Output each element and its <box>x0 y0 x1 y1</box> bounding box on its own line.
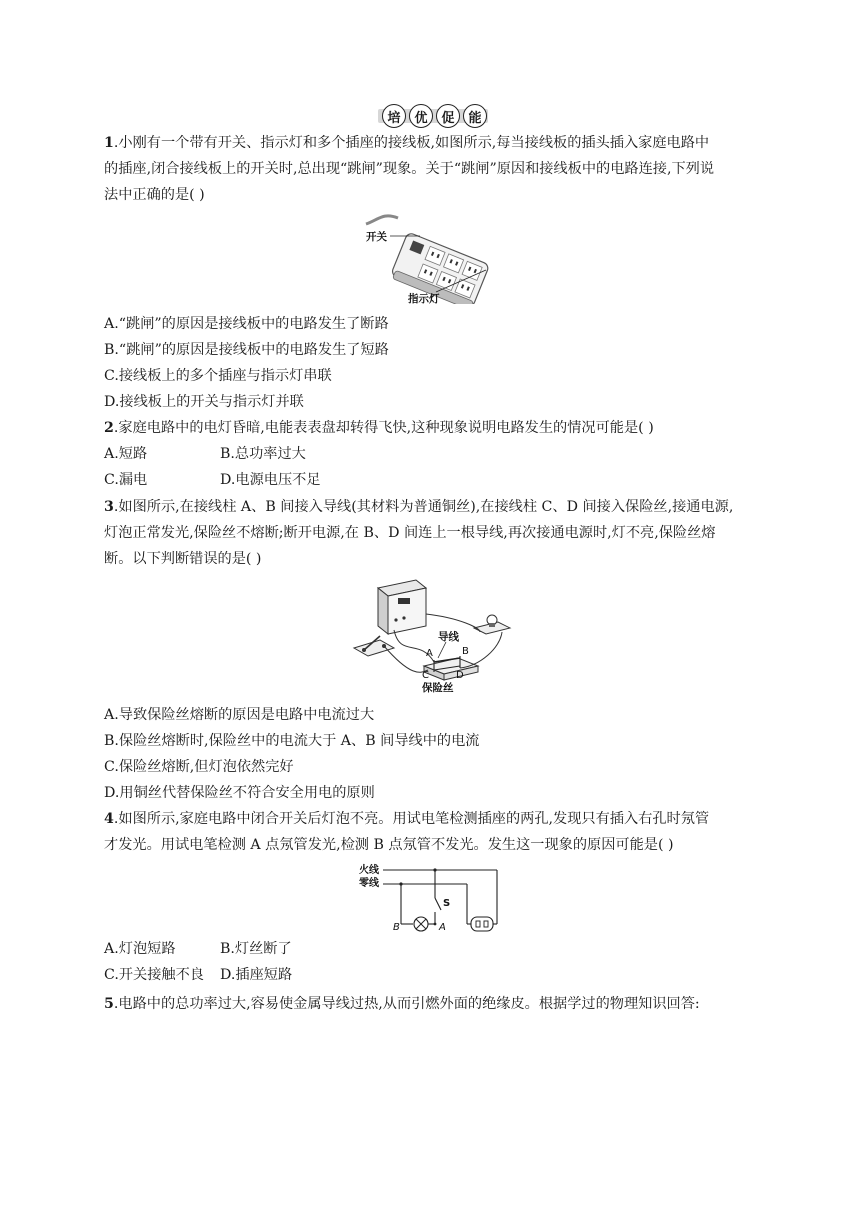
point-a-label: A <box>439 922 446 932</box>
q1-number: 1 <box>104 135 114 151</box>
q1-stem-line: 的插座,闭合接线板上的开关时,总出现“跳闸”现象。关于“跳闸”原因和接线板中的电路连接,下列说 <box>104 161 715 177</box>
q1-stem-line: 1.小刚有一个带有开关、指示灯和多个插座的接线板,如图所示,每当接线板的插头插入家庭电路中 <box>104 135 710 151</box>
live-wire-label: 火线 <box>359 865 379 876</box>
q3-option-a[interactable]: A.导致保险丝熔断的原因是电路中电流过大 <box>104 707 375 723</box>
badge-char: 优 <box>409 104 433 128</box>
q2-number: 2 <box>104 420 114 436</box>
q5-number: 5 <box>104 996 114 1012</box>
terminal-a-label: A <box>426 648 433 659</box>
q2-stem-line: 2.家庭电路中的电灯昏暗,电能表表盘却转得飞快,这种现象说明电路发生的情况可能是( ) <box>104 420 654 436</box>
q1-stem-line: 法中正确的是( ) <box>104 187 205 203</box>
q3-option-d[interactable]: D.用铜丝代替保险丝不符合安全用电的原则 <box>104 785 375 801</box>
badge-char: 能 <box>463 104 487 128</box>
q2-option-b[interactable]: B.总功率过大 <box>220 446 306 462</box>
q1-option-d[interactable]: D.接线板上的开关与指示灯并联 <box>104 394 304 410</box>
neutral-wire-label: 零线 <box>359 878 379 889</box>
q1-option-a[interactable]: A.“跳闸”的原因是接线板中的电路发生了断路 <box>104 316 389 332</box>
q3-option-c[interactable]: C.保险丝熔断,但灯泡依然完好 <box>104 759 294 775</box>
q2-option-d[interactable]: D.电源电压不足 <box>220 472 321 488</box>
q2-option-c[interactable]: C.漏电 <box>104 472 148 488</box>
badge-char: 促 <box>436 104 460 128</box>
q1-text: 小刚有一个带有开关、指示灯和多个插座的接线板,如图所示,每当接线板的插头插入家庭电路中 <box>118 135 710 151</box>
q3-stem-line: 灯泡正常发光,保险丝不熔断;断开电源,在 B、D 间连上一根导线,再次接通电源时,灯不亮,保险丝熔 <box>104 525 716 541</box>
q4-option-c[interactable]: C.开关接触不良 <box>104 967 204 983</box>
q3-option-b[interactable]: B.保险丝熔断时,保险丝中的电流大于 A、B 间导线中的电流 <box>104 733 480 749</box>
q4-number: 4 <box>104 811 114 827</box>
q4-option-a[interactable]: A.灯泡短路 <box>104 941 176 957</box>
q4-stem-line: 才发光。用试电笔检测 A 点氖管发光,检测 B 点氖管不发光。发生这一现象的原因可能是( ) <box>104 837 674 853</box>
q2-text: 家庭电路中的电灯昏暗,电能表表盘却转得飞快,这种现象说明电路发生的情况可能是( ) <box>118 420 654 436</box>
q5-text: 电路中的总功率过大,容易使金属导线过热,从而引燃外面的绝缘皮。根据学过的物理知识回答: <box>118 996 700 1012</box>
q3-text: 如图所示,在接线柱 A、B 间接入导线(其材料为普通铜丝),在接线柱 C、D 间接入保险丝,接通电源, <box>118 499 734 515</box>
q1-option-c[interactable]: C.接线板上的多个插座与指示灯串联 <box>104 368 332 384</box>
fuse-circuit-figure <box>350 578 515 694</box>
q4-text: 如图所示,家庭电路中闭合开关后灯泡不亮。用试电笔检测插座的两孔,发现只有插入右孔时氖管 <box>118 811 710 827</box>
household-circuit-figure <box>357 862 503 932</box>
indicator-label: 指示灯 <box>408 293 440 304</box>
q3-stem-line: 3.如图所示,在接线柱 A、B 间接入导线(其材料为普通铜丝),在接线柱 C、D 间接入保险丝,接通电源, <box>104 499 734 515</box>
q4-option-b[interactable]: B.灯丝断了 <box>220 941 292 957</box>
terminal-c-label: C <box>422 670 429 681</box>
fuse-label: 保险丝 <box>422 682 454 694</box>
q4-stem-line: 4.如图所示,家庭电路中闭合开关后灯泡不亮。用试电笔检测插座的两孔,发现只有插入右孔时氖管 <box>104 811 710 827</box>
switch-s-label: S <box>443 898 451 909</box>
switch-label: 开关 <box>366 231 387 243</box>
point-b-label: B <box>393 922 400 932</box>
power-strip-figure <box>358 212 503 304</box>
section-badge <box>382 103 490 129</box>
q5-stem-line: 5.电路中的总功率过大,容易使金属导线过热,从而引燃外面的绝缘皮。根据学过的物理知识回答: <box>104 996 700 1012</box>
badge-char: 培 <box>382 104 406 128</box>
q1-option-b[interactable]: B.“跳闸”的原因是接线板中的电路发生了短路 <box>104 342 389 358</box>
terminal-b-label: B <box>462 646 469 657</box>
q2-option-a[interactable]: A.短路 <box>104 446 148 462</box>
q3-number: 3 <box>104 499 114 515</box>
q3-stem-line: 断。以下判断错误的是( ) <box>104 551 262 567</box>
terminal-d-label: D <box>456 670 464 681</box>
q4-option-d[interactable]: D.插座短路 <box>220 967 293 983</box>
wire-label: 导线 <box>438 631 459 643</box>
